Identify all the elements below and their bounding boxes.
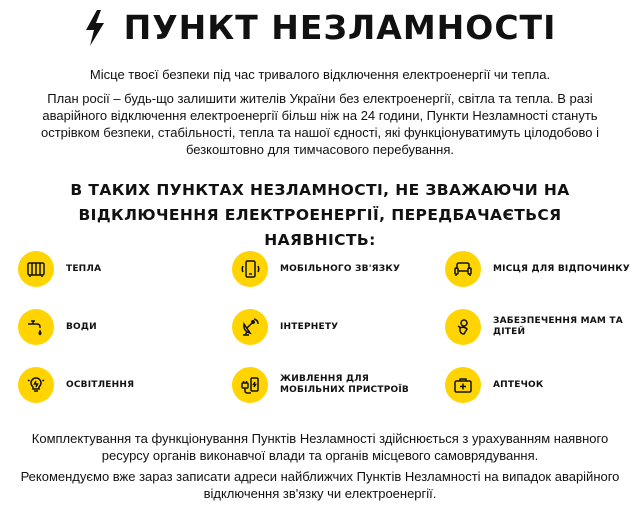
baby-icon [445,309,481,345]
charging-icon [232,367,268,403]
facility-label: ЗАБЕЗПЕЧЕННЯ МАМ ТА ДІТЕЙ [493,316,623,337]
radiator-icon [18,251,54,287]
facility-item-first-aid [445,367,543,403]
lightning-bolt-icon [84,10,106,46]
footer-paragraph-2: Рекомендуємо вже зараз записати адреси найближчих Пунктів Незламності на випадок аварійного відключення зв'язку чи електроенергії. [20,469,620,501]
facility-item-mobile [232,251,400,287]
page-header [0,8,640,48]
facility-item-mothers-children [445,309,633,345]
water-tap-icon [18,309,54,345]
facility-label: ТЕПЛА [66,263,102,274]
facility-label: ЖИВЛЕННЯ ДЛЯ МОБІЛЬНИХ ПРИСТРОЇВ [280,374,409,395]
facility-item-rest [445,251,630,287]
section-heading: В ТАКИХ ПУНКТАХ НЕЗЛАМНОСТІ, НЕ ЗВАЖАЮЧИ НА ВІДКЛЮЧЕННЯ ЕЛЕКТРОЕНЕРГІЇ, ПЕРЕДБАЧАЄТЬСЯ НАЯВНІСТЬ: [70,181,570,249]
facility-item-heat [18,251,101,287]
page-title: ПУНКТ НЕЗЛАМНОСТІ [123,8,557,47]
facility-label: МІСЦЯ ДЛЯ ВІДПОЧИНКУ [493,263,630,274]
intro-paragraph-2: План росії – будь-що залишити жителів України без електроенергії, світла та тепла. В разі аварійного відключення електроенергії більш ніж на 24 години, Пункти Незламності стануть острівком безпеки, стабільності, тепла та нашої єдності, які функціонуватимуть цілодобово і безкоштовно для тимчасового перебування. [40,91,600,157]
light-bulb-icon [18,367,54,403]
intro-paragraph-1: Місце твоєї безпеки під час тривалого відключення електроенергії чи тепла. [89,67,551,82]
facility-label: АПТЕЧОК [493,379,544,390]
mobile-phone-icon [232,251,268,287]
first-aid-kit-icon [445,367,481,403]
facility-item-water [18,309,97,345]
facility-label: ОСВІТЛЕННЯ [66,379,135,390]
facility-item-charging [232,367,420,403]
armchair-icon [445,251,481,287]
facility-item-internet [232,309,338,345]
facility-label: ІНТЕРНЕТУ [280,321,339,332]
satellite-dish-icon [232,309,268,345]
footer-paragraph-1: Комплектування та функціонування Пунктів Незламності здійснюється з урахуванням наявного ресурсу органів виконавчої влади та органів місцевого самоврядування. [31,431,609,463]
facility-label: ВОДИ [66,321,97,332]
facility-item-lighting [18,367,134,403]
facility-label: МОБІЛЬНОГО ЗВ'ЯЗКУ [280,263,401,274]
